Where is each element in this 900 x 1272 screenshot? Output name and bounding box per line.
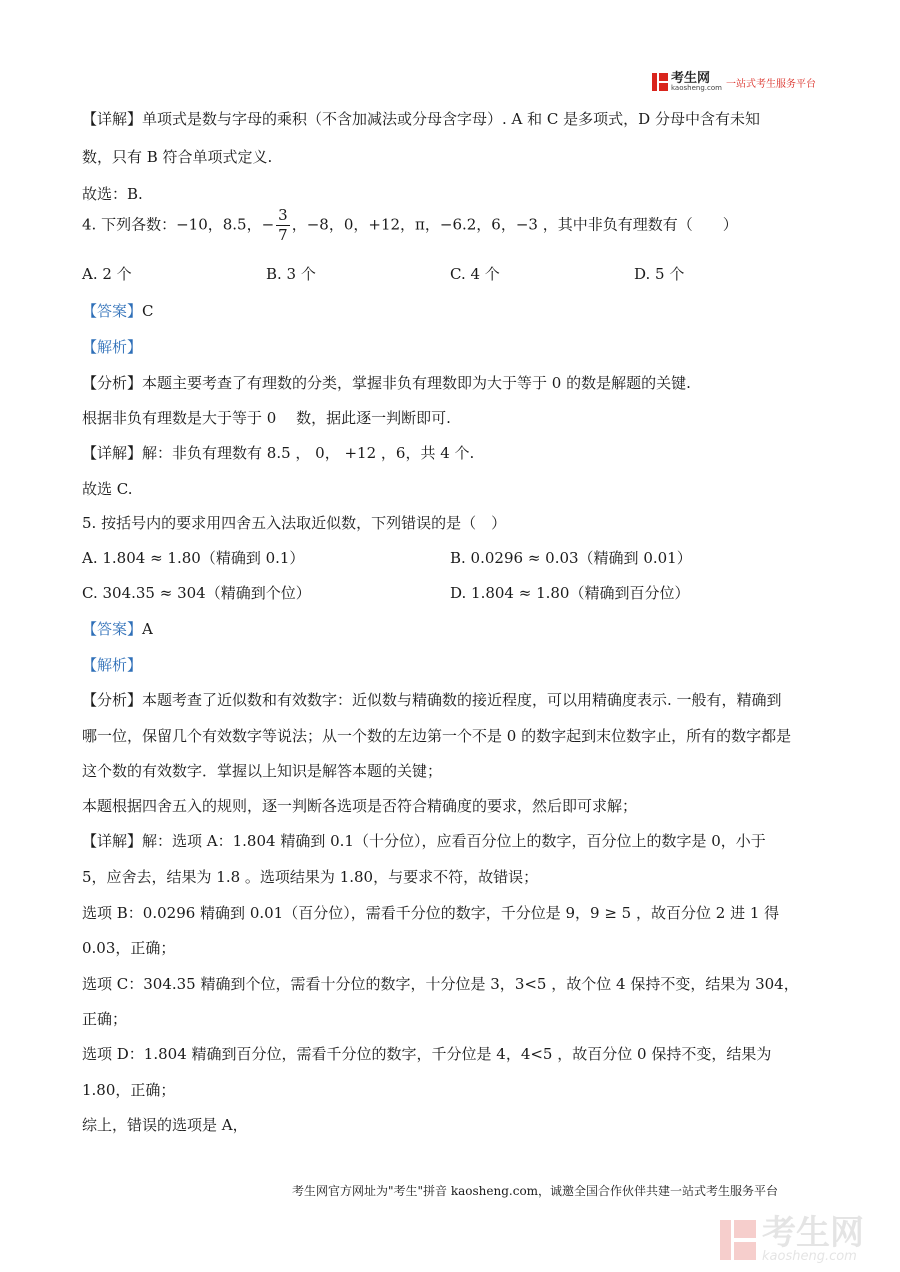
footer-text[interactable]: 考生网官方网址为"考生"拼音 kaosheng.com，诚邀全国合作伙伴共建一站式考生服务平台	[292, 1184, 779, 1198]
site-logo[interactable]	[652, 72, 816, 92]
q4-analysis-tag: 【解析】	[82, 338, 143, 356]
q4-conclusion: 故选 C.	[82, 480, 133, 498]
logo-name: 考生网	[671, 71, 711, 86]
logo-mark-icon	[652, 73, 668, 91]
q5-detail-line3: 选项 B：0.0296 精确到 0.01（百分位），需看千分位的数字，千分位是 9，9 ≥ 5 ，故百分位 2 进 1 得	[82, 904, 780, 922]
answer-tag: 【答案】	[82, 302, 143, 320]
q5-fenxi-line3: 这个数的有效数字．掌握以上知识是解答本题的关键；	[82, 762, 443, 780]
q5-option-b: B. 0.0296 ≈ 0.03（精确到 0.01）	[450, 549, 692, 567]
q4-fenxi2: 根据非负有理数是大于等于 0 数，据此逐一判断即可.	[82, 409, 451, 427]
q5-option-c: C. 304.35 ≈ 304（精确到个位）	[82, 584, 311, 602]
fraction-3-7: $\frac{3}{7}$	[278, 206, 288, 244]
q3-detail-line2: 数，只有 B 符合单项式定义.	[82, 148, 273, 166]
detail-tag: 【详解】	[82, 110, 143, 128]
q4-stem: 4. 下列各数：−10，8.5，− $\frac{3}{7}$ ，−8，0，+12，π，−6.2，6，−3 ，其中非负有理数有（ ）	[82, 206, 738, 244]
logo-slogan: 一站式考生服务平台	[725, 78, 816, 90]
q5-detail-line6: 正确；	[82, 1010, 128, 1028]
watermark-logo	[720, 1213, 864, 1264]
q3-detail-line1: 【详解】单项式是数与字母的乘积（不含加减法或分母含字母）. A 和 C 是多项式，D 分母中含有未知	[82, 110, 760, 128]
q4-option-a: A. 2 个	[82, 265, 132, 283]
watermark-domain: kaosheng.com	[762, 1249, 857, 1264]
q5-detail-line9: 综上，错误的选项是 A，	[82, 1116, 248, 1134]
q5-fenxi-line4: 本题根据四舍五入的规则，逐一判断各选项是否符合精确度的要求，然后即可求解；	[82, 797, 638, 815]
q5-detail-line5: 选项 C：304.35 精确到个位，需看十分位的数字，十分位是 3，3<5 ，故个位 4 保持不变，结果为 304，	[82, 975, 799, 993]
q5-stem: 5. 按括号内的要求用四舍五入法取近似数，下列错误的是（ ）	[82, 514, 507, 532]
q4-fenxi: 【分析】本题主要考查了有理数的分类，掌握非负有理数即为大于等于 0 的数是解题的关键.	[82, 374, 691, 392]
q5-option-d: D. 1.804 ≈ 1.80（精确到百分位）	[450, 584, 690, 602]
q4-answer: 【答案】C	[82, 302, 154, 320]
logo-domain: kaosheng.com	[671, 84, 722, 92]
answer-tag: 【答案】	[82, 620, 143, 638]
q4-detail: 【详解】解：非负有理数有 8.5 ， 0， +12 ，6，共 4 个.	[82, 444, 475, 462]
q5-fenxi-line2: 哪一位，保留几个有效数字等说法；从一个数的左边第一个不是 0 的数字起到末位数字止，所有的数字都是	[82, 727, 792, 745]
q3-conclusion: 故选：B.	[82, 185, 143, 203]
q5-detail-line1: 【详解】解：选项 A：1.804 精确到 0.1（十分位），应看百分位上的数字，百分位上的数字是 0，小于	[82, 832, 766, 850]
q5-detail-line4: 0.03，正确；	[82, 939, 176, 957]
q5-detail-line7: 选项 D：1.804 精确到百分位，需看千分位的数字，千分位是 4，4<5 ，故百分位 0 保持不变，结果为	[82, 1045, 772, 1063]
q5-detail-line2: 5，应舍去，结果为 1.8 。选项结果为 1.80，与要求不符，故错误；	[82, 868, 539, 886]
q4-option-c: C. 4 个	[450, 265, 500, 283]
q5-fenxi-line1: 【分析】本题考查了近似数和有效数字：近似数与精确数的接近程度，可以用精确度表示. 一般有，精确到	[82, 691, 782, 709]
watermark-name: 考生网	[762, 1213, 864, 1253]
watermark-mark-icon	[720, 1220, 756, 1260]
q5-detail-line8: 1.80，正确；	[82, 1081, 176, 1099]
q5-analysis-tag: 【解析】	[82, 656, 143, 674]
q4-option-b: B. 3 个	[266, 265, 316, 283]
q5-option-a: A. 1.804 ≈ 1.80（精确到 0.1）	[82, 549, 305, 567]
q4-option-d: D. 5 个	[634, 265, 685, 283]
q5-answer: 【答案】A	[82, 620, 153, 638]
